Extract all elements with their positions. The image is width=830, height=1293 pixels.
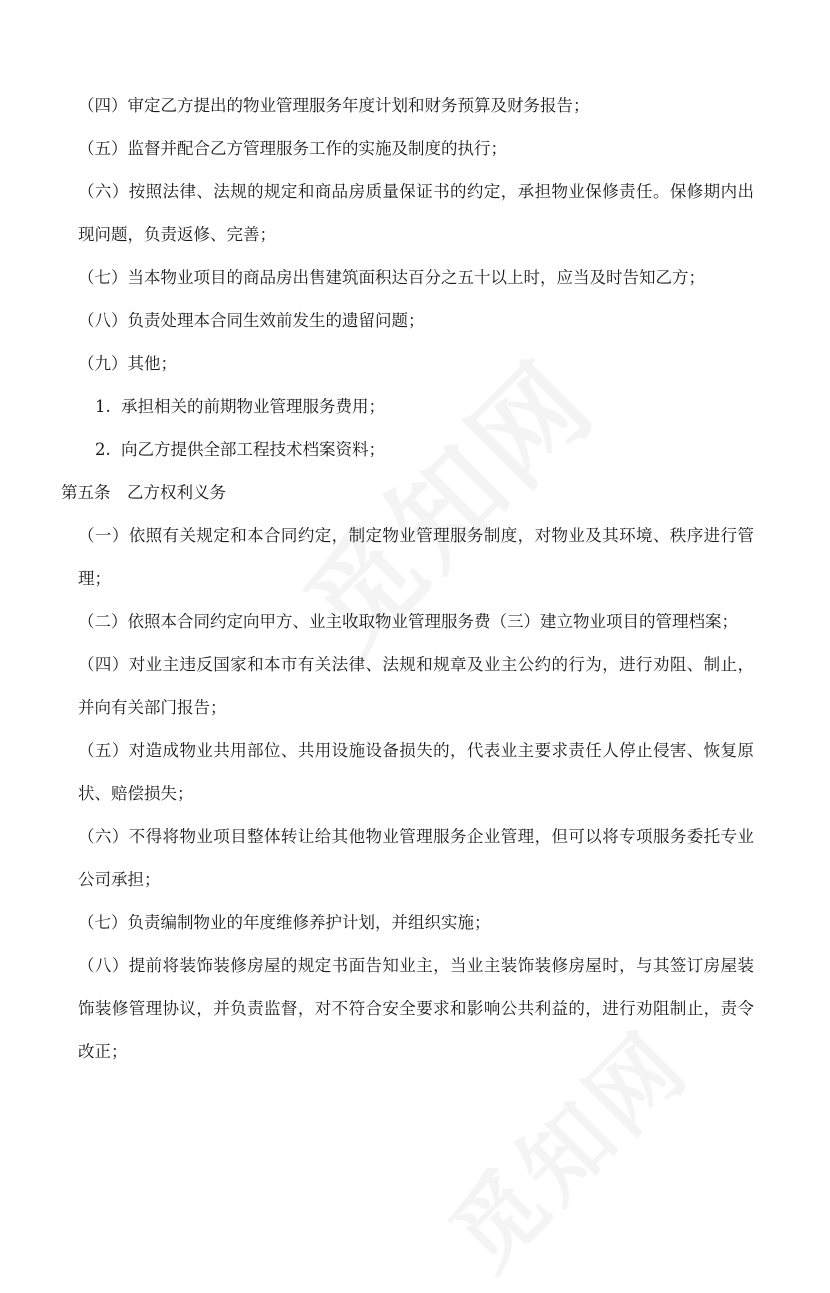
clause-paragraph: （八）负责处理本合同生效前发生的遗留问题； <box>78 311 425 330</box>
clause-paragraph: （五）监督并配合乙方管理服务工作的实施及制度的执行； <box>78 139 507 158</box>
clause-paragraph: （四）审定乙方提出的物业管理服务年度计划和财务预算及财务报告； <box>78 96 590 115</box>
clause-paragraph: （五）对造成物业共用部位、共用设施设备损失的，代表业主要求责任人停止侵害、恢复原状、赔偿损失； <box>78 741 754 803</box>
clause-paragraph: （六）不得将物业项目整体转让给其他物业管理服务企业管理，但可以将专项服务委托专业公司承担； <box>78 827 754 889</box>
clause-paragraph: （四）对业主违反国家和本市有关法律、法规和规章及业主公约的行为，进行劝阻、制止，并向有关部门报告； <box>78 655 754 717</box>
clause-paragraph: （七）负责编制物业的年度维修养护计划，并组织实施； <box>78 913 491 932</box>
clause-paragraph: （一）依照有关规定和本合同约定，制定物业管理服务制度，对物业及其环境、秩序进行管理； <box>78 526 754 588</box>
list-item-number: 2. <box>95 440 111 459</box>
section-heading: 第五条 乙方权利义务 <box>61 483 226 502</box>
clause-paragraph: （八）提前将装饰装修房屋的规定书面告知业主，当业主装饰装修房屋时，与其签订房屋装饰装修管理协议，并负责监督，对不符合安全要求和影响公共利益的，进行劝阻制止，责令改正； <box>78 956 754 1061</box>
list-item <box>78 428 754 471</box>
list-item-text: 向乙方提供全部工程技术档案资料； <box>121 440 385 459</box>
list-item <box>78 385 754 428</box>
clause-paragraph: （九）其他； <box>78 354 177 373</box>
clause-paragraph: （二）依照本合同约定向甲方、业主收取物业管理服务费（三）建立物业项目的管理档案； <box>78 612 738 631</box>
clause-paragraph: （七）当本物业项目的商品房出售建筑面积达百分之五十以上时，应当及时告知乙方； <box>78 268 705 287</box>
list-item-number: 1. <box>95 397 111 416</box>
clause-paragraph: （六）按照法律、法规的规定和商品房质量保证书的约定，承担物业保修责任。保修期内出现问题，负责返修、完善； <box>78 182 754 244</box>
document-body <box>61 84 754 1073</box>
list-item-text: 承担相关的前期物业管理服务费用； <box>121 397 385 416</box>
